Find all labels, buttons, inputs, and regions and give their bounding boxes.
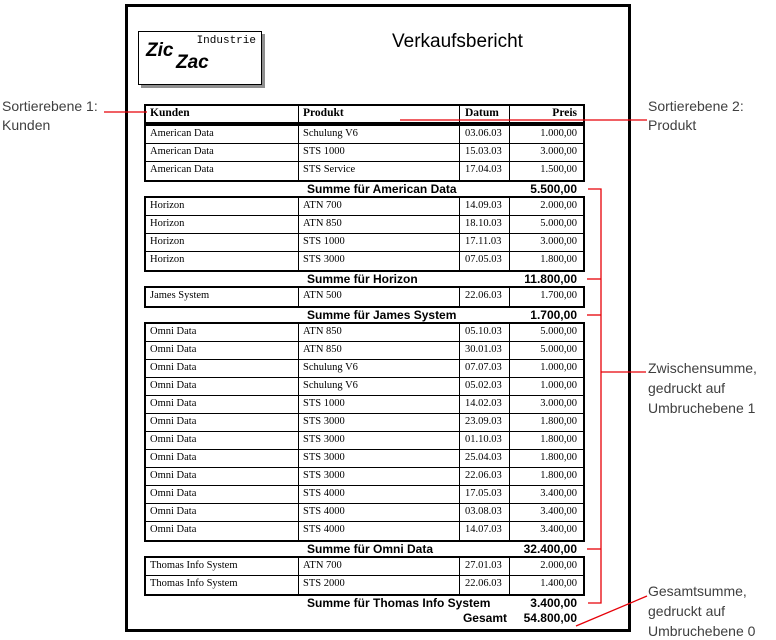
cell-datum: 07.05.03: [460, 252, 510, 270]
cell-produkt: STS 4000: [299, 522, 460, 540]
cell-produkt: ATN 850: [299, 324, 460, 341]
table-row: [146, 198, 583, 216]
cell-kunden: Omni Data: [146, 522, 299, 540]
table-row: [146, 324, 583, 342]
group-sum-row: [144, 596, 585, 610]
header-produkt: Produkt: [299, 106, 460, 122]
cell-produkt: STS 3000: [299, 468, 460, 485]
grand-total-label: Gesamt: [462, 611, 507, 625]
cell-preis: 5.000,00: [540, 344, 577, 355]
cell-produkt: ATN 500: [299, 288, 460, 306]
table-row: [146, 288, 583, 306]
table-row: [146, 252, 583, 270]
cell-datum: 14.09.03: [460, 198, 510, 215]
table-header-row: [144, 104, 585, 124]
annotation-grand-total: [648, 581, 755, 640]
table-row: [146, 234, 583, 252]
cell-preis: 1.000,00: [540, 380, 577, 391]
group-sum-row: [144, 542, 585, 556]
group-sum-value: 32.400,00: [523, 542, 577, 556]
table-row: [146, 504, 583, 522]
cell-datum: 17.05.03: [460, 486, 510, 503]
group-sum-row: [144, 308, 585, 322]
cell-produkt: Schulung V6: [299, 378, 460, 395]
table-row: [146, 342, 583, 360]
cell-preis: 3.400,00: [540, 506, 577, 517]
cell-produkt: STS 1000: [299, 144, 460, 161]
table-row: [146, 360, 583, 378]
cell-kunden: Omni Data: [146, 324, 299, 341]
cell-kunden: American Data: [146, 126, 299, 143]
cell-datum: 14.02.03: [460, 396, 510, 413]
cell-kunden: Omni Data: [146, 486, 299, 503]
cell-kunden: James System: [146, 288, 299, 306]
cell-kunden: Omni Data: [146, 396, 299, 413]
cell-datum: 23.09.03: [460, 414, 510, 431]
table-row: [146, 468, 583, 486]
cell-preis: 3.000,00: [540, 398, 577, 409]
cell-produkt: STS 4000: [299, 504, 460, 521]
cell-kunden: Horizon: [146, 234, 299, 251]
group-sum-row: [144, 182, 585, 196]
cell-preis: 1.700,00: [540, 290, 577, 301]
table-row: [146, 378, 583, 396]
report-page: [125, 4, 631, 632]
cell-preis: 3.400,00: [540, 524, 577, 535]
cell-produkt: Schulung V6: [299, 126, 460, 143]
cell-preis: 1.800,00: [540, 434, 577, 445]
cell-preis: 3.000,00: [540, 146, 577, 157]
customer-group-block: [144, 286, 585, 308]
header-datum: Datum: [460, 106, 510, 122]
group-sum-label: Summe für James System: [307, 308, 457, 322]
cell-kunden: Omni Data: [146, 504, 299, 521]
cell-kunden: Thomas Info System: [146, 576, 299, 594]
cell-preis: 1.000,00: [540, 128, 577, 139]
header-kunden: Kunden: [146, 106, 299, 122]
cell-preis: 1.800,00: [540, 470, 577, 481]
cell-kunden: American Data: [146, 162, 299, 180]
cell-produkt: STS 2000: [299, 576, 460, 594]
cell-datum: 25.04.03: [460, 450, 510, 467]
cell-produkt: STS 1000: [299, 396, 460, 413]
group-sum-label: Summe für American Data: [307, 182, 457, 196]
group-sum-value: 11.800,00: [524, 272, 577, 286]
table-row: [146, 432, 583, 450]
annotation-line: gedruckt auf: [648, 603, 726, 619]
cell-produkt: STS 3000: [299, 414, 460, 431]
table-row: [146, 144, 583, 162]
cell-preis: 1.800,00: [540, 254, 577, 265]
group-sum-label: Summe für Omni Data: [307, 542, 434, 556]
company-logo: [138, 31, 262, 85]
sales-table: [144, 104, 585, 625]
cell-kunden: Thomas Info System: [146, 558, 299, 575]
group-sum-label: Summe für Horizon: [307, 272, 418, 286]
cell-kunden: Omni Data: [146, 360, 299, 377]
cell-datum: 05.02.03: [460, 378, 510, 395]
cell-preis: 1.500,00: [540, 164, 577, 175]
cell-preis: 1.800,00: [540, 452, 577, 463]
annotation-sort-level-2: [648, 97, 744, 135]
annotation-line: Gesamtsumme,: [648, 583, 747, 599]
cell-kunden: Omni Data: [146, 414, 299, 431]
cell-produkt: ATN 850: [299, 342, 460, 359]
cell-produkt: STS Service: [299, 162, 460, 180]
table-row: [146, 450, 583, 468]
cell-datum: 05.10.03: [460, 324, 510, 341]
cell-datum: 17.11.03: [460, 234, 510, 251]
cell-produkt: STS 3000: [299, 252, 460, 270]
cell-produkt: STS 4000: [299, 486, 460, 503]
table-row: [146, 126, 583, 144]
cell-produkt: STS 3000: [299, 450, 460, 467]
customer-group-block: [144, 196, 585, 272]
cell-kunden: Omni Data: [146, 432, 299, 449]
cell-datum: 01.10.03: [460, 432, 510, 449]
cell-datum: 14.07.03: [460, 522, 510, 540]
table-row: [146, 576, 583, 594]
cell-datum: 22.06.03: [460, 288, 510, 306]
cell-preis: 5.000,00: [540, 218, 577, 229]
table-row: [146, 414, 583, 432]
customer-group-block: [144, 556, 585, 596]
cell-kunden: Horizon: [146, 198, 299, 215]
cell-preis: 1.400,00: [540, 578, 577, 589]
cell-preis: 5.000,00: [540, 326, 577, 337]
table-row: [146, 558, 583, 576]
cell-kunden: Omni Data: [146, 378, 299, 395]
cell-datum: 27.01.03: [460, 558, 510, 575]
cell-produkt: Schulung V6: [299, 360, 460, 377]
annotation-line: Kunden: [2, 117, 51, 133]
table-row: [146, 522, 583, 540]
group-sum-value: 5.500,00: [530, 182, 577, 196]
cell-preis: 1.000,00: [540, 362, 577, 373]
cell-datum: 22.06.03: [460, 468, 510, 485]
cell-datum: 07.07.03: [460, 360, 510, 377]
annotation-line: Umbruchebene 0: [648, 623, 756, 639]
cell-preis: 1.800,00: [540, 416, 577, 427]
cell-preis: 3.400,00: [540, 488, 577, 499]
annotation-line: Produkt: [648, 117, 697, 133]
cell-kunden: Omni Data: [146, 450, 299, 467]
logo-text-zac: Zac: [176, 52, 209, 73]
customer-group-block: [144, 322, 585, 542]
grand-total-value: 54.800,00: [523, 611, 577, 625]
cell-produkt: STS 3000: [299, 432, 460, 449]
annotation-line: gedruckt auf: [648, 380, 726, 396]
cell-datum: 15.03.03: [460, 144, 510, 161]
annotation-line: Sortierebene 2:: [648, 98, 744, 114]
annotation-line: Zwischensumme,: [648, 360, 757, 376]
cell-kunden: Omni Data: [146, 342, 299, 359]
annotation-sort-level-1: [2, 97, 98, 135]
page-title: Verkaufsbericht: [392, 31, 523, 52]
table-row: [146, 486, 583, 504]
grand-total-row: [144, 610, 585, 625]
cell-datum: 22.06.03: [460, 576, 510, 594]
table-row: [146, 396, 583, 414]
header-preis: Preis: [552, 107, 577, 119]
cell-datum: 18.10.03: [460, 216, 510, 233]
cell-produkt: STS 1000: [299, 234, 460, 251]
cell-datum: 30.01.03: [460, 342, 510, 359]
cell-preis: 3.000,00: [540, 236, 577, 247]
cell-produkt: ATN 700: [299, 558, 460, 575]
annotation-line: Sortierebene 1:: [2, 98, 98, 114]
annotation-line: Umbruchebene 1: [648, 400, 756, 416]
cell-kunden: Horizon: [146, 252, 299, 270]
customer-group-block: [144, 124, 585, 182]
cell-preis: 2.000,00: [540, 200, 577, 211]
logo-text-industrie: Industrie: [196, 35, 256, 47]
cell-kunden: American Data: [146, 144, 299, 161]
group-sum-value: 1.700,00: [530, 308, 577, 322]
cell-kunden: Omni Data: [146, 468, 299, 485]
table-row: [146, 216, 583, 234]
logo-text-zic: Zic: [146, 40, 174, 61]
group-sum-row: [144, 272, 585, 286]
cell-produkt: ATN 700: [299, 198, 460, 215]
cell-datum: 03.08.03: [460, 504, 510, 521]
cell-kunden: Horizon: [146, 216, 299, 233]
cell-preis: 2.000,00: [540, 560, 577, 571]
annotation-subtotal: [648, 358, 757, 418]
table-row: [146, 162, 583, 180]
group-sum-value: 3.400,00: [530, 596, 577, 610]
cell-datum: 17.04.03: [460, 162, 510, 180]
cell-datum: 03.06.03: [460, 126, 510, 143]
cell-produkt: ATN 850: [299, 216, 460, 233]
group-sum-label: Summe für Thomas Info System: [307, 596, 491, 610]
